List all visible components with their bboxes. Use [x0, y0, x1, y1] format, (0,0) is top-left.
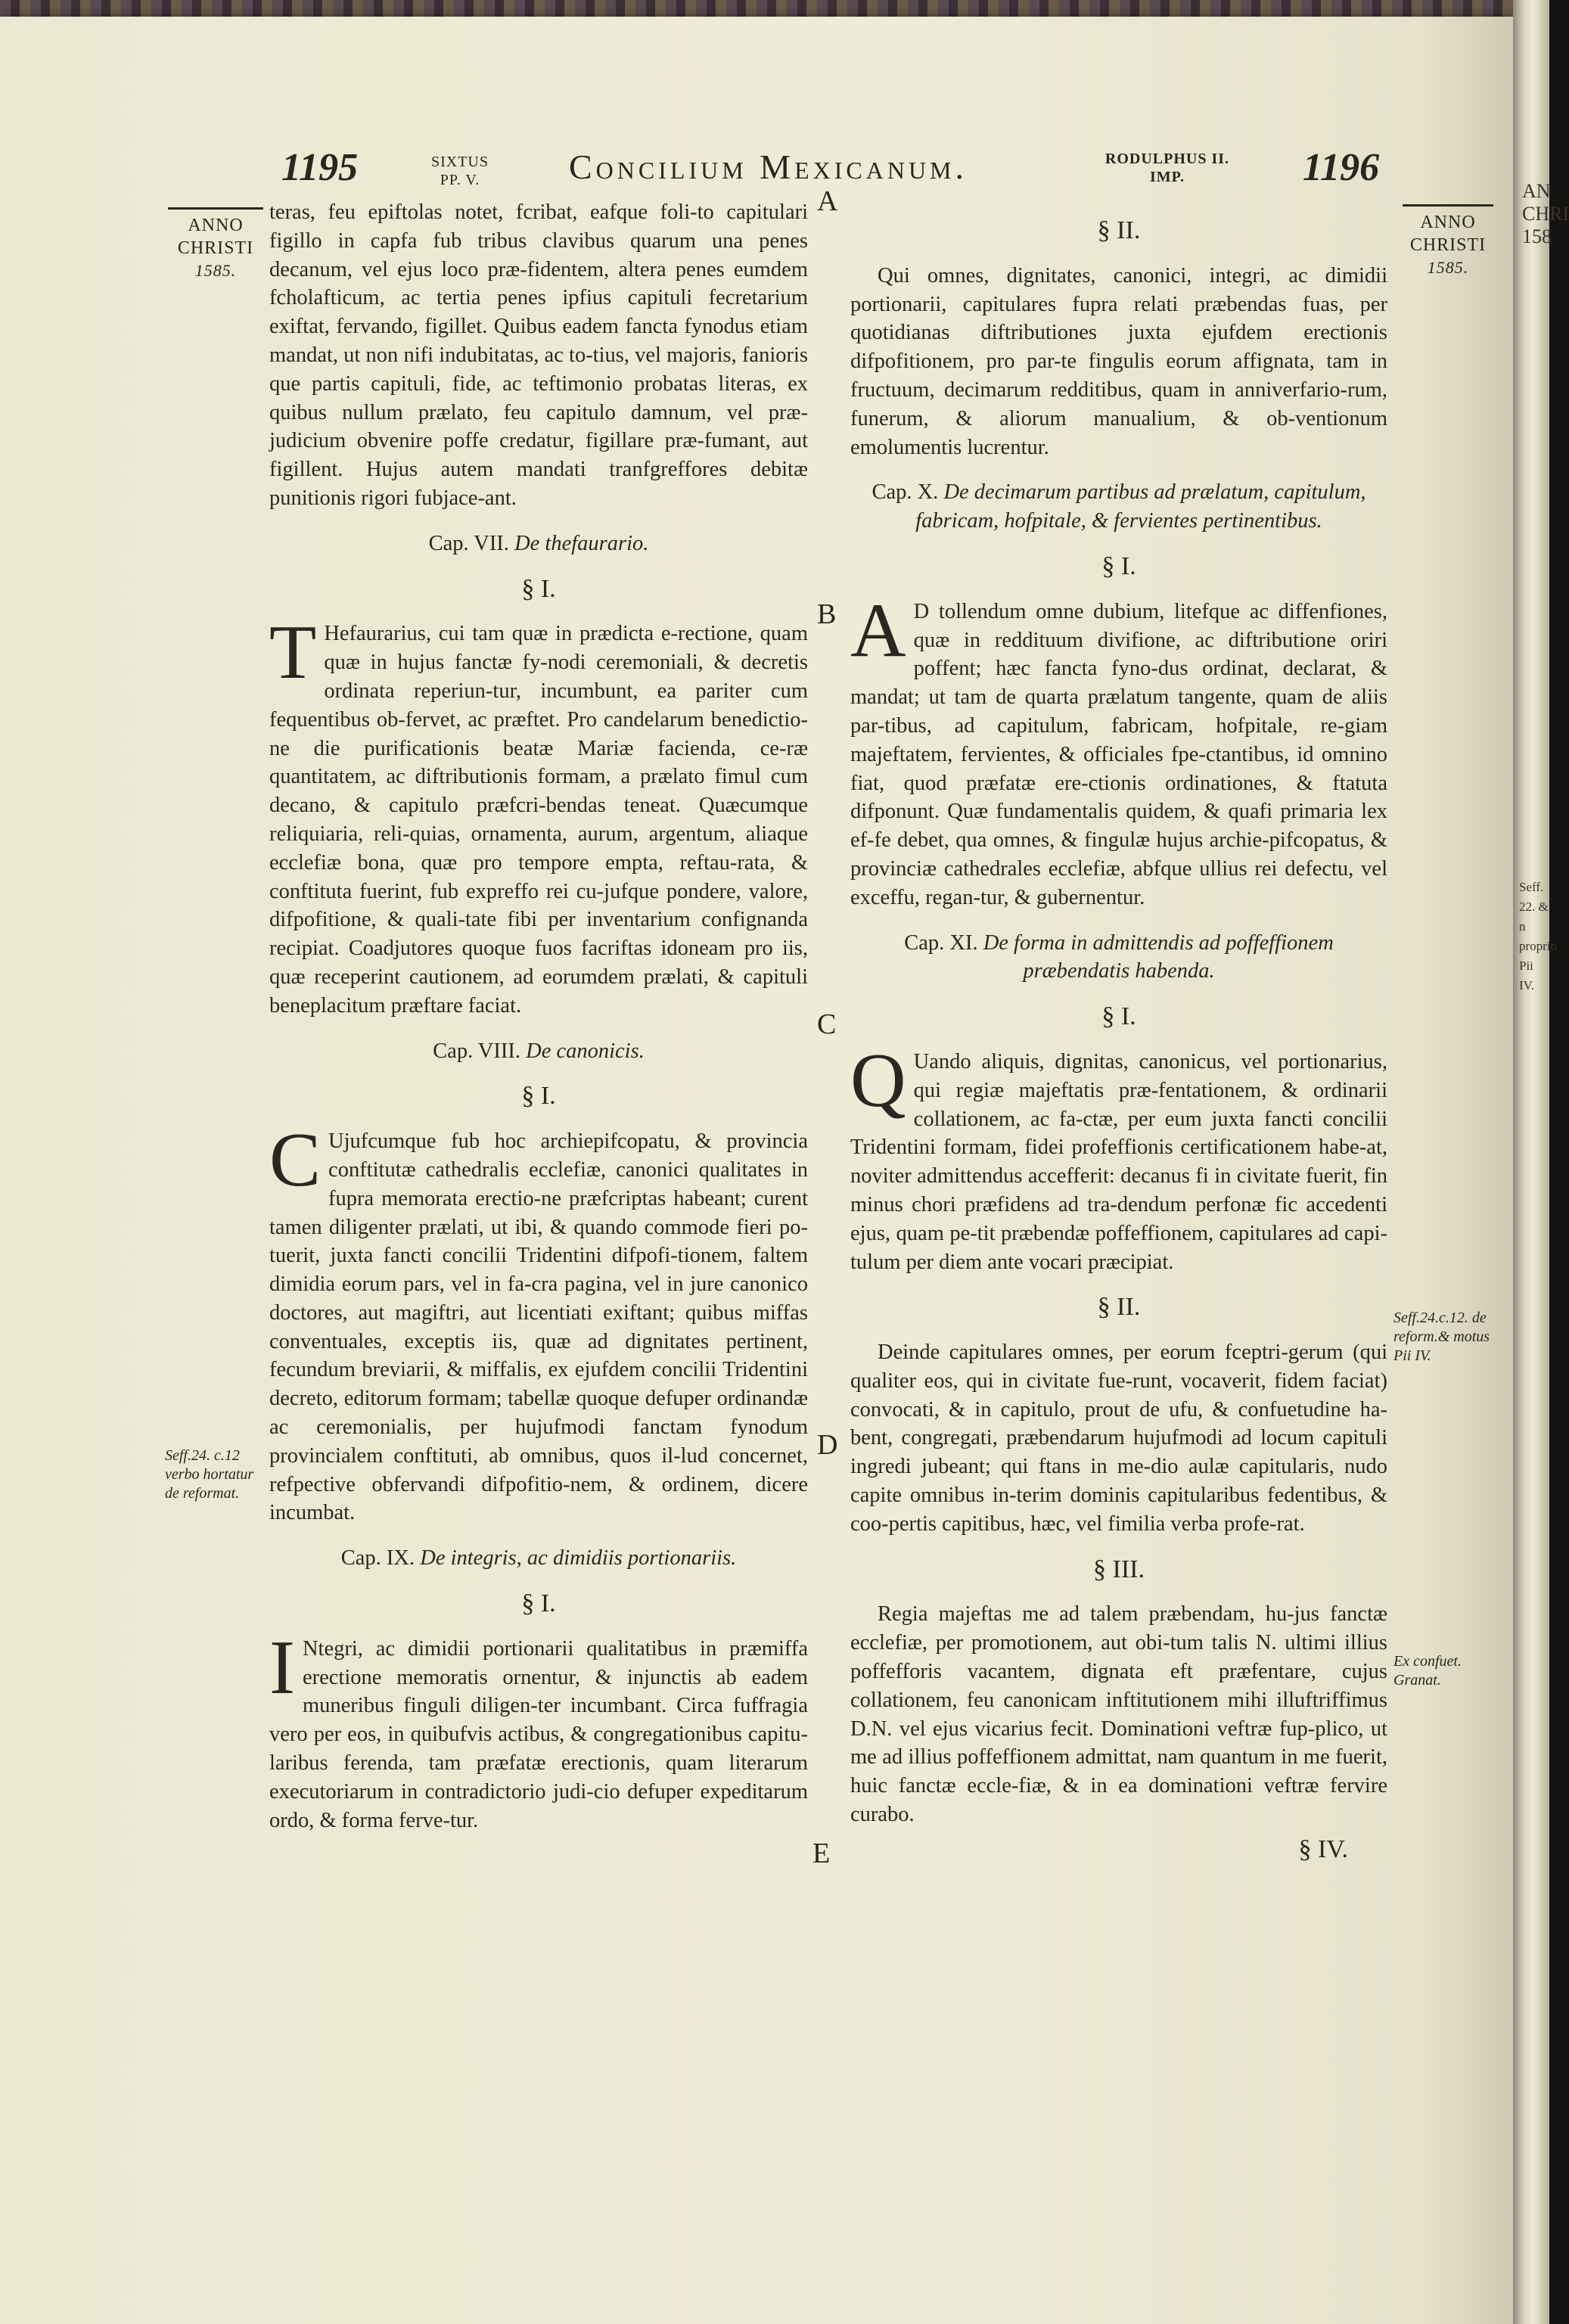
section-mark: § III. [1093, 1555, 1145, 1583]
anno-rule [1403, 204, 1493, 207]
section-mark: § I. [521, 1082, 556, 1111]
anno-label: ANNO CHRISTI [177, 216, 254, 258]
section-mark: § II. [1097, 216, 1141, 244]
chapter-number: Cap. VIII. [433, 1039, 520, 1063]
section-mark: § II. [1097, 1293, 1141, 1322]
chapter-number: Cap. IX. [340, 1546, 415, 1571]
chapter-title: De thefaurario. [514, 531, 649, 555]
anno-christi-right [1403, 204, 1493, 279]
margin-note-right-1: Seff.24.c.12. de reform.& motus Pii IV. [1393, 1310, 1490, 1364]
drop-cap: I [269, 1624, 295, 1710]
paragraph-text: Hefaurarius, cui tam quæ in prædicta e-rectione, quam quæ in hujus fanctæ fy-nodi ceremoniali, & decretis ordinata reperiun-tur, incumbunt, ea pariter cum fequentibus ob-fervet, ac præftet. Pro candelarum benedictio-ne die purificationis beatæ Mariæ facienda, ce-ræ quantitatem, ac diftributionis formam, a prælato fimul cum decano, & capitulo præfcri-bendas teneat. Quæcumque reliquiaria, reli-quias, ornamenta, aurum, argentum, aliaque ecclefiæ bona, quæ pro tempore empta, reftau-rata, & conftituta fuerint, fub expreffo rei cu-jufque pondere, valore, difpofitione, & quali-tate fibi per inventarium confignanda recipiat. Coadjutores quoque fuos facriftas idoneam pro iis, quæ receperint cautionem, ad eorumdem prælati, & capituli beneplacitum præftare faciat. [269, 622, 808, 1018]
page-number-left: 1195 [281, 146, 359, 189]
paragraph-text: Deinde capitulares omnes, per eorum fceptri-gerum (qui qualiter eos, qui in civitate fue-runt, vocaverit, fidem faciat) convocati, & in capitulo, prout de ufu, & confuetudine ha-bent, congregati, præbendarum hujufmodi ad locum capituli ingredi jubeant; qui ftans in me-dio aulæ capitularis, nudo capite omnibus in-terim dominis capitularibus fedentibus, & coo-pertis capitibus, hæc, vel fimilia verba profe-rat. [850, 1341, 1387, 1536]
right-column [850, 216, 1387, 1864]
running-title: Concilium Mexicanum. [569, 148, 968, 186]
chapter-heading [850, 929, 1387, 986]
chapter-number: Cap. VII. [428, 531, 509, 555]
margin-letter-b: B [817, 598, 837, 630]
catchword: § IV. [1298, 1835, 1348, 1863]
chapter-heading [269, 1544, 808, 1573]
chapter-paragraph [269, 610, 808, 1020]
margin-letter-e: E [812, 1838, 831, 1869]
drop-cap: C [269, 1117, 322, 1204]
section-mark: § I. [521, 1589, 556, 1618]
chapter-title: De integris, ac dimidiis portionariis. [420, 1546, 737, 1571]
page-number-right: 1196 [1303, 146, 1380, 189]
section-mark: § I. [1101, 551, 1136, 580]
paragraph-text: Ntegri, ac dimidii portionarii qualitatibus in præmiffa erectione memoratis ornentur, & injunctis ab eadem muneribus finguli diligen-ter incumbant. Circa fuffragia vero per eos, in quibufvis actibus, & congregationibus capitu-laribus ferenda, tam præfatæ erectionis, quam literarum executoriarum in contradictorio judi-cio defuper expeditarum ordo, & forma ferve-tur. [269, 1636, 808, 1832]
paragraph-text: Ujufcumque fub hoc archiepifcopatu, & provincia conftitutæ cathedralis ecclefiæ, canonici qualitates in fupra memorata erectio-ne præfcriptas habeant; curent tamen diligenter prælati, ut ibi, & quando commode fieri po-tuerit, juxta fancti concilii Tridentini difpofi-tionem, faltem dimidia eorum pars, vel in fa-cra pagina, vel in jure canonico doctores, aut magiftri, aut licentiati exiftant; quibus miffas conventuales, exceptis iis, quæ ad dignitates pertinent, fecundum breviarii, & miffalis, ex ejufdem concilii Tridentini decreto, editorum formam; tabellæ quoque defuper ordinandæ ac ceremonialis, per hujufmodi fanctam fynodum provincialem conftituti, ab omnibus, quos il-lud concernet, refpective obfervandi difpofitio-nem, & ordinem, dicere incumbat. [269, 1129, 808, 1525]
chapter-title: De forma in admittendis ad poffeffionem præbendatis habenda. [983, 931, 1334, 983]
next-page-edge [1513, 0, 1569, 2324]
paragraph-text: Qui omnes, dignitates, canonici, integri, ac dimidii portionarii, capitulares fupra relati præbendas fuas, per quotidianas diftributiones juxta ejufdem erectionis difpofitionem, pro par-te fingulis eorum affignata, tam in fructuum, decimarum redditibus, quam in anniverfario-rum, funerum, & aliorum manualium, & ob-ventionum emolumentis lucrentur. [850, 263, 1387, 459]
paragraph-text: D tollendum omne dubium, litefque ac diffenfiones, quæ in reddituum divifione, ac diftributione oriri poffent; hæc fancta fyno-dus ordinat, declarat, & mandat; ut tam de quarta prælatum tangente, quam de aliis par-tibus, ad capitulum, fabricam, hofpitale, re-giam majeftatem, fervientes, & officiales fpe-ctantibus, id omnino fiat, quod præfatæ ere-ctionis ordinationes, & ftatuta difponunt. Quæ fundamentalis quidem, & quafi primaria lex ef-fe debet, qua omnes, & fingulæ hujus archie-pifcopatus, & provinciæ cathedrales ecclefiæ, abfque ullius rei defectu, vel exceffu, regan-tur, & gubernentur. [850, 599, 1387, 909]
margin-letter-d: D [817, 1429, 838, 1461]
chapter-title: De canonicis. [526, 1039, 645, 1063]
anno-label: ANNO CHRISTI [1409, 213, 1487, 255]
drop-cap: A [850, 587, 906, 673]
section-mark: § I. [1101, 1002, 1136, 1031]
chapter-heading [269, 530, 808, 558]
chapter-number: Cap. XI. [904, 931, 978, 955]
next-page-note-fragment: Seff. 22. & n proprio Pii IV. [1519, 880, 1558, 993]
chapter-paragraph [269, 1624, 808, 1835]
margin-letter-a: A [817, 185, 838, 217]
book-page [0, 17, 1513, 2324]
anno-christi-left [168, 207, 263, 282]
anno-rule [168, 207, 263, 210]
chapter-heading [269, 1037, 808, 1066]
chapter-paragraph [269, 1117, 808, 1527]
chapter-heading [850, 478, 1387, 536]
chapter-title: De decimarum partibus ad prælatum, capitulum, fabricam, hofpitale, & fervientes pertinentibus. [915, 480, 1366, 533]
chapter-paragraph [850, 1037, 1387, 1276]
paragraph-text: Regia majeftas me ad talem præbendam, hu-jus fanctæ ecclefiæ, per promotionem, aut obi-tum talis N. ultimi illius poffefforis vacantem, dignata eft præfentare, cujus collationem, feu canonicam inftitutionem mihi illuftriffimus D.N. vel ejus vicarius fecit. Dominationi veftræ fup-plico, ut me ad illius poffeffionem admittat, nam quantum in me fuerit, huic fanctæ eccle-fiæ, & in ea dominationi veftræ fervire curabo. [850, 1602, 1387, 1827]
next-page-fragment: AN CHRI 158 [1522, 180, 1569, 247]
chapter-number: Cap. X. [871, 480, 939, 505]
pope-heading: SIXTUS PP. V. [430, 154, 489, 188]
anno-year: 1585. [194, 261, 237, 280]
margin-note-right-2: Ex confuet. Granat. [1393, 1653, 1462, 1689]
drop-cap: T [269, 610, 317, 696]
anno-year: 1585. [1427, 258, 1469, 277]
emperor-heading: RODULPHUS II. IMP. [1105, 151, 1230, 185]
drop-cap: Q [850, 1037, 906, 1123]
continued-paragraph: teras, feu epiftolas notet, fcribat, eafque foli-to capitulari figillo in capfa fub tribus clavibus quarum una penes decanum, vel ejus loco præ-fidentem, altera penes eumdem fcholafticum, ac tertia penes ipfius capituli fecretarium exiftat, fervando, figillet. Quibus eadem fancta fynodus etiam mandat, ut non nifi indubitatas, ac to-tius, vel majoris, fanioris que partis capituli, fide, ac teftimonio probatas literas, ex quibus nullum prælato, feu capitulo damnum, vel præ-judicium obvenire poffe credatur, figillare præ-fumant, aut figillent. Hujus autem mandati tranfgreffores debitæ punitionis rigori fubjace-ant. [269, 200, 808, 510]
left-column [269, 198, 808, 1835]
margin-letter-c: C [817, 1008, 837, 1040]
margin-note-left: Seff.24. c.12 verbo hortatur de reformat. [165, 1447, 254, 1502]
paragraph-text: Uando aliquis, dignitas, canonicus, vel portionarius, qui regiæ majeftatis præ-fentationem, & ordinarii collationem, ac fa-ctæ, per eum juxta fancti concilii Tridentini formam, fidei profeffionis certificationem habe-at, noviter admittendus accefferit: decanus fi in civitate fuerit, fin minus chori præfidens ad tra-dendum perfonæ fic accedenti ejus, quam pe-tit præbendæ poffeffionem, capitulares ad capi-tulum per diem ante vocari præcipiat. [850, 1049, 1387, 1274]
section-mark: § I. [521, 574, 556, 603]
chapter-paragraph [850, 587, 1387, 912]
